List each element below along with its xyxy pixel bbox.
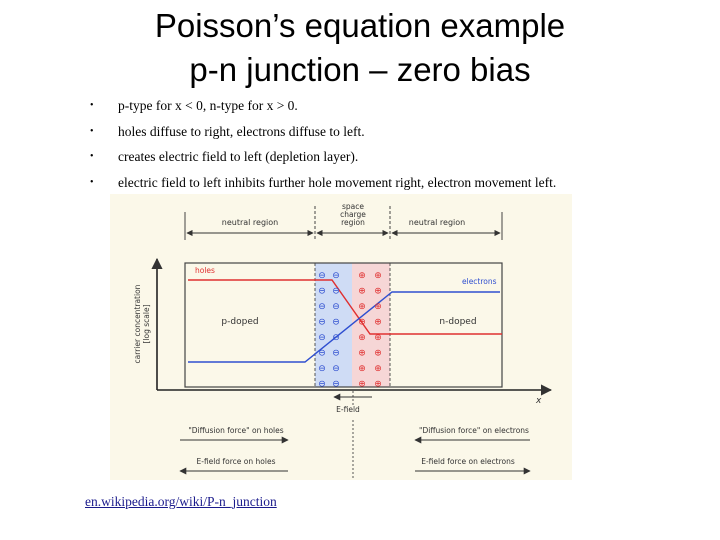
bullet-item [86, 98, 706, 114]
donor-ion: ⊕ [358, 379, 366, 390]
acceptor-ion: ⊖ [318, 271, 326, 281]
region-label-middle-2: charge [340, 210, 366, 219]
donor-ion: ⊕ [358, 302, 366, 312]
donor-ion: ⊕ [374, 379, 382, 390]
donor-ion: ⊕ [374, 333, 382, 343]
donor-ion: ⊕ [358, 286, 366, 297]
acceptor-ion: ⊖ [332, 271, 340, 281]
slide-title [0, 4, 720, 92]
acceptor-ion: ⊖ [332, 317, 340, 328]
donor-ion: ⊕ [358, 317, 366, 328]
pn-junction-svg [110, 194, 572, 480]
region-label-left: neutral region [221, 218, 279, 227]
efield-force-holes-label: E-field force on holes [196, 457, 276, 466]
y-axis-label-line-1: carrier concentration [133, 284, 142, 364]
donor-ion: ⊕ [358, 271, 366, 281]
donor-ion: ⊕ [374, 271, 382, 281]
bullet-item [86, 149, 706, 165]
efield-label: E-field [336, 405, 360, 414]
electrons-label: electrons [462, 277, 497, 286]
pn-junction-diagram [110, 194, 572, 480]
holes-label: holes [195, 266, 215, 275]
x-axis-label: x [536, 396, 542, 406]
donor-ion: ⊕ [374, 302, 382, 312]
bullet-text: creates electric field to left (depletion layer). [118, 149, 359, 164]
acceptor-ion: ⊖ [332, 333, 340, 343]
acceptor-ion: ⊖ [318, 302, 326, 312]
bullet-list [86, 98, 706, 200]
title-line-1: Poisson’s equation example [154, 7, 566, 44]
y-axis-label-line-2: [log scale] [142, 304, 151, 344]
bullet-text: p-type for x < 0, n-type for x > 0. [118, 98, 298, 113]
donor-ion: ⊕ [358, 348, 366, 359]
region-label-middle-1: space [341, 202, 365, 211]
bullet-marker: • [90, 151, 94, 162]
efield-force-electrons-label: E-field force on electrons [421, 457, 515, 466]
donor-ion: ⊕ [374, 348, 382, 359]
acceptor-ion: ⊖ [332, 379, 340, 390]
region-label-right: neutral region [408, 218, 466, 227]
acceptor-ion: ⊖ [332, 286, 340, 297]
acceptor-ion: ⊖ [332, 348, 340, 359]
acceptor-ion: ⊖ [332, 364, 340, 374]
bullet-item [86, 175, 706, 191]
donor-ion: ⊕ [374, 317, 382, 328]
acceptor-ion: ⊖ [318, 364, 326, 374]
donor-ion: ⊕ [374, 286, 382, 297]
n-doped-label: n-doped [439, 317, 477, 327]
bullet-item [86, 124, 706, 140]
acceptor-ion: ⊖ [318, 379, 326, 390]
acceptor-ion: ⊖ [318, 317, 326, 328]
bullet-text: electric field to left inhibits further hole movement right, electron movement left. [118, 174, 557, 190]
acceptor-ion: ⊖ [332, 302, 340, 312]
bullet-marker: • [90, 176, 94, 188]
donor-ion: ⊕ [358, 364, 366, 374]
acceptor-ion: ⊖ [318, 333, 326, 343]
diffusion-electrons-label: "Diffusion force" on electrons [419, 426, 529, 435]
acceptor-ion: ⊖ [318, 286, 326, 297]
acceptor-ion: ⊖ [318, 348, 326, 359]
donor-ion: ⊕ [358, 333, 366, 343]
title-line-2: p-n junction – zero bias [189, 51, 531, 88]
bullet-marker: • [90, 125, 94, 137]
bullet-text: holes diffuse to right, electrons diffuse to left. [118, 123, 365, 139]
p-doped-label: p-doped [221, 317, 259, 327]
diffusion-holes-label: "Diffusion force" on holes [188, 426, 284, 435]
source-link[interactable]: en.wikipedia.org/wiki/P-n_junction [85, 494, 277, 509]
donor-ion: ⊕ [374, 364, 382, 374]
y-axis-label [133, 284, 151, 363]
region-label-middle-3: region [341, 218, 365, 227]
bullet-marker: • [90, 100, 94, 111]
